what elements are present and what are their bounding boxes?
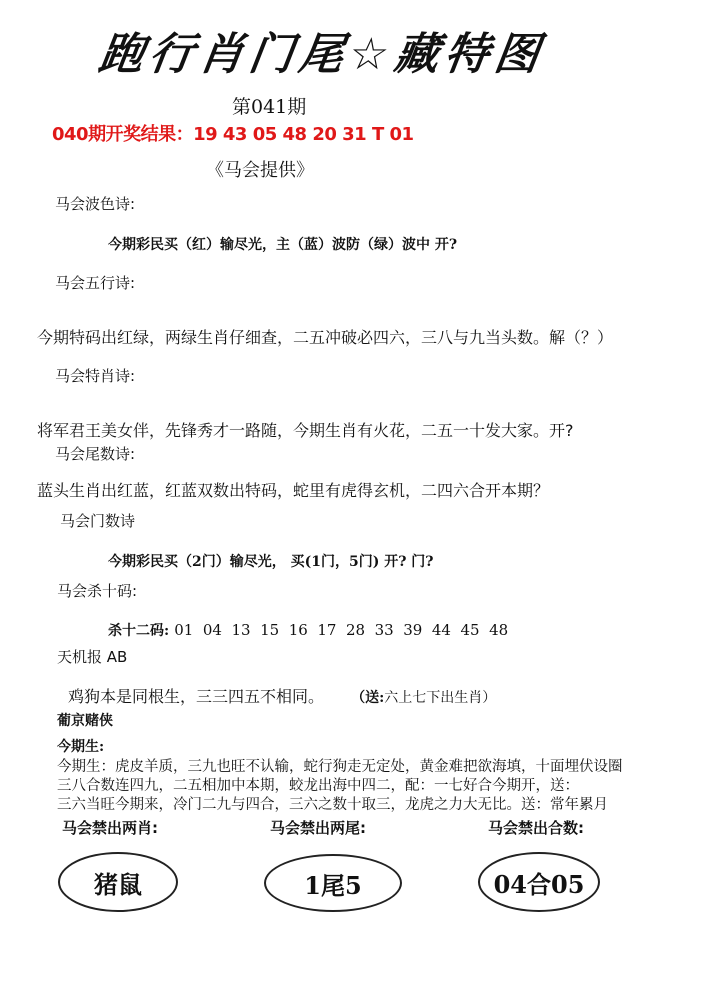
- sha-label: 马会杀十码:: [57, 582, 138, 600]
- texiao-label: 马会特肖诗:: [55, 367, 136, 385]
- jinqi-line-1: 今期生：虎皮羊质，三九也旺不认输，蛇行狗走无定处，黄金难把欲海填，十面埋伏设圈: [57, 759, 623, 775]
- jinqi-label: 今期生:: [57, 739, 105, 755]
- sha-numbers: 01 04 13 15 16 17 28 33 39 44 45 48: [174, 621, 509, 639]
- wuxing-label: 马会五行诗:: [55, 274, 136, 292]
- ban-zodiac-oval: [58, 852, 178, 912]
- menshu-line: 今期彩民买（2门）输尽光， 买(1门，5门) 开? 门?: [108, 554, 434, 570]
- ban-tail-oval: [264, 854, 402, 912]
- bose-label: 马会波色诗:: [55, 195, 136, 213]
- jinqi-line-2: 三八合数连四九，二五相加中本期，蛟龙出海中四二，配：一七好合今期开，送：: [57, 778, 579, 794]
- banner-title: 跑行肖门尾☆藏特图: [95, 29, 549, 80]
- tianji-label: 天机报 AB: [57, 648, 128, 666]
- sha-row: [108, 620, 508, 640]
- tianji-line: 鸡狗本是同根生，三三四五不相同。: [68, 687, 325, 706]
- weishu-label: 马会尾数诗:: [55, 445, 136, 463]
- issue-number: 第041期: [232, 96, 307, 118]
- ban-sum-oval: [478, 852, 600, 912]
- bose-line: 今期彩民买（红）输尽光，主（蓝）波防（绿）波中 开?: [108, 237, 458, 253]
- texiao-line: 将军君王美女伴，先锋秀才一路随，今期生肖有火花，二五一十发大家。开?: [37, 421, 574, 440]
- ban-zodiac-value: 猪鼠: [94, 869, 142, 899]
- ban-sum-label: 马会禁出合数:: [488, 819, 584, 837]
- pujing-label: 葡京赌侠: [57, 713, 113, 729]
- tianji-row: [68, 684, 496, 707]
- source-label: 《马会提供》: [206, 160, 314, 181]
- weishu-line: 蓝头生肖出红蓝，红蓝双数出特码，蛇里有虎得玄机，二四六合开本期？: [37, 481, 550, 500]
- previous-result: 040期开奖结果：19 43 05 48 20 31 T 01: [52, 124, 414, 145]
- sha-prefix: 杀十二码:: [108, 623, 170, 639]
- tianji-note-bold: （送:: [351, 690, 385, 706]
- ban-tail-label: 马会禁出两尾:: [270, 819, 366, 837]
- ban-sum-value: 04合05: [493, 869, 585, 899]
- wuxing-line: 今期特码出红绿，两绿生肖仔细查，二五冲破必四六，三八与九当头数。解（？）: [37, 328, 614, 347]
- jinqi-line-3: 三六当旺今期来，冷门二九与四合，三六之数十取三，龙虎之力大无比。送：常年累月: [57, 797, 608, 813]
- ban-tail-value: 1尾5: [304, 870, 362, 900]
- menshu-label: 马会门数诗: [60, 512, 136, 530]
- ban-zodiac-label: 马会禁出两肖:: [62, 819, 158, 837]
- tianji-note: 六上七下出生肖）: [384, 690, 497, 706]
